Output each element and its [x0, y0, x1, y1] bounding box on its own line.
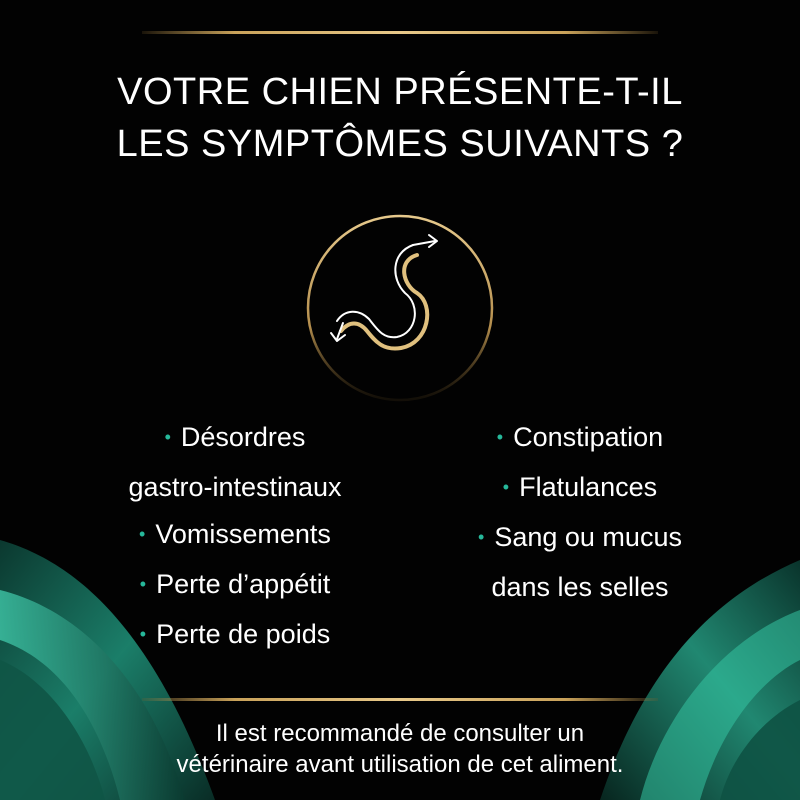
bullet-icon: •	[502, 477, 510, 497]
disclaimer-line-1: Il est recommandé de consulter un	[215, 720, 585, 747]
title-line-1: VOTRE CHIEN PRÉSENTE-T-IL	[117, 71, 683, 113]
symptom-item-continued	[90, 464, 380, 511]
title-line-2: LES SYMPTÔMES SUIVANTS ?	[116, 123, 684, 165]
symptom-item	[90, 561, 380, 611]
symptom-label: Perte de poids	[156, 619, 331, 649]
symptom-item-continued	[430, 564, 730, 611]
symptom-label: Constipation	[513, 422, 664, 452]
symptom-label: Désordres	[180, 422, 306, 452]
disclaimer-text	[0, 718, 800, 780]
symptom-label: gastro-intestinaux	[128, 472, 342, 502]
bottom-gold-divider	[142, 698, 658, 701]
bullet-icon: •	[139, 624, 147, 644]
bullet-icon: •	[139, 574, 147, 594]
symptom-item	[90, 511, 380, 561]
symptom-item	[430, 464, 730, 514]
top-gold-divider	[142, 31, 658, 34]
symptom-label: Vomissements	[155, 519, 331, 549]
page-title	[0, 66, 800, 170]
symptom-item	[430, 414, 730, 464]
symptom-item	[430, 514, 730, 564]
symptom-item	[90, 611, 380, 661]
symptom-label: Sang ou mucus	[494, 522, 682, 552]
stomach-icon	[305, 213, 495, 403]
symptom-label: Perte d’appétit	[156, 569, 331, 599]
disclaimer-line-2: vétérinaire avant utilisation de cet aliment.	[176, 751, 624, 778]
symptom-list-left	[90, 414, 380, 661]
symptom-list-right	[430, 414, 730, 611]
bullet-icon: •	[496, 427, 504, 447]
bullet-icon: •	[478, 527, 485, 547]
bullet-icon: •	[139, 524, 146, 544]
bullet-icon: •	[164, 427, 171, 447]
symptom-label: dans les selles	[491, 572, 669, 602]
symptom-item	[90, 414, 380, 464]
symptom-label: Flatulances	[519, 472, 658, 502]
